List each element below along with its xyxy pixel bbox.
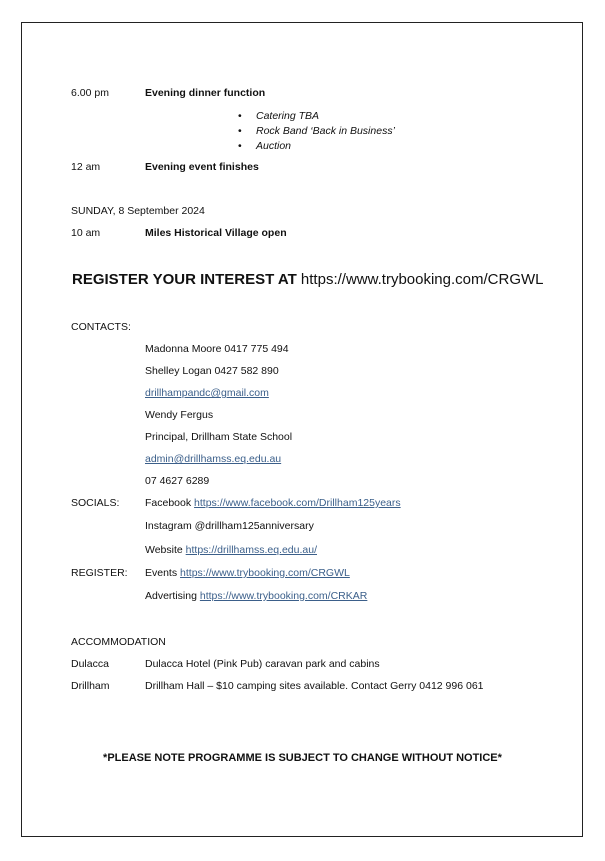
accommodation-place-dulacca: Dulacca: [71, 658, 109, 670]
accommodation-detail-dulacca: Dulacca Hotel (Pink Pub) caravan park and cabins: [145, 658, 380, 670]
contact-madonna: Madonna Moore 0417 775 494: [145, 343, 289, 355]
socials-instagram: Instagram @drillham125anniversary: [145, 520, 314, 532]
schedule-event-finish: Evening event finishes: [145, 161, 259, 173]
schedule-event-dinner: Evening dinner function: [145, 87, 266, 99]
socials-facebook: [145, 497, 401, 510]
accommodation-heading: ACCOMMODATION: [71, 636, 166, 648]
register-label: REGISTER:: [71, 567, 128, 579]
list-item: [238, 124, 395, 139]
advertising-link[interactable]: https://www.trybooking.com/CRKAR: [199, 590, 368, 602]
programme-notice: *PLEASE NOTE PROGRAMME IS SUBJECT TO CHANGE WITHOUT NOTICE*: [103, 752, 502, 764]
contact-wendy: Wendy Fergus: [145, 409, 214, 421]
contact-phone: 07 4627 6289: [145, 475, 210, 487]
contact-shelley: Shelley Logan 0427 582 890: [145, 365, 279, 377]
register-interest-line: [72, 270, 544, 289]
register-events: [145, 567, 350, 580]
bullet-icon: •: [238, 110, 242, 122]
register-advertising: [145, 590, 367, 603]
contacts-label: CONTACTS:: [71, 321, 131, 333]
list-item: [238, 109, 395, 124]
contact-principal: Principal, Drillham State School: [145, 431, 293, 443]
register-interest-url[interactable]: https://www.trybooking.com/CRGWL: [300, 271, 544, 288]
accommodation-place-drillham: Drillham: [71, 680, 110, 692]
events-link[interactable]: https://www.trybooking.com/CRGWL: [180, 567, 350, 579]
contact-email-pandc[interactable]: drillhampandc@gmail.com: [145, 387, 269, 399]
socials-website: [145, 544, 317, 557]
dinner-item-auction: Auction: [256, 140, 292, 152]
dinner-item-band: Rock Band ‘Back in Business’: [256, 125, 395, 137]
dinner-items-list: [238, 109, 395, 154]
sunday-heading: SUNDAY, 8 September 2024: [71, 205, 205, 217]
events-prefix: Events: [145, 567, 178, 579]
schedule-time-finish: 12 am: [71, 161, 101, 173]
accommodation-detail-drillham: Drillham Hall – $10 camping sites available. Contact Gerry 0412 996 061: [145, 680, 484, 692]
socials-label: SOCIALS:: [71, 497, 120, 509]
schedule-time-dinner: 6.00 pm: [71, 87, 109, 99]
advertising-prefix: Advertising: [145, 590, 197, 602]
bullet-icon: •: [238, 140, 242, 152]
contact-email-admin[interactable]: admin@drillhamss.eq.edu.au: [145, 453, 282, 465]
sunday-time: 10 am: [71, 227, 101, 239]
facebook-link[interactable]: https://www.facebook.com/Drillham125years: [194, 497, 401, 509]
list-item: [238, 139, 395, 154]
sunday-event: Miles Historical Village open: [145, 227, 287, 239]
dinner-item-catering: Catering TBA: [256, 110, 320, 122]
register-interest-lead: REGISTER YOUR INTEREST AT: [72, 271, 297, 288]
website-prefix: Website: [145, 544, 183, 556]
facebook-prefix: Facebook: [145, 497, 192, 509]
bullet-icon: •: [238, 125, 242, 137]
website-link[interactable]: https://drillhamss.eq.edu.au/: [185, 544, 317, 556]
